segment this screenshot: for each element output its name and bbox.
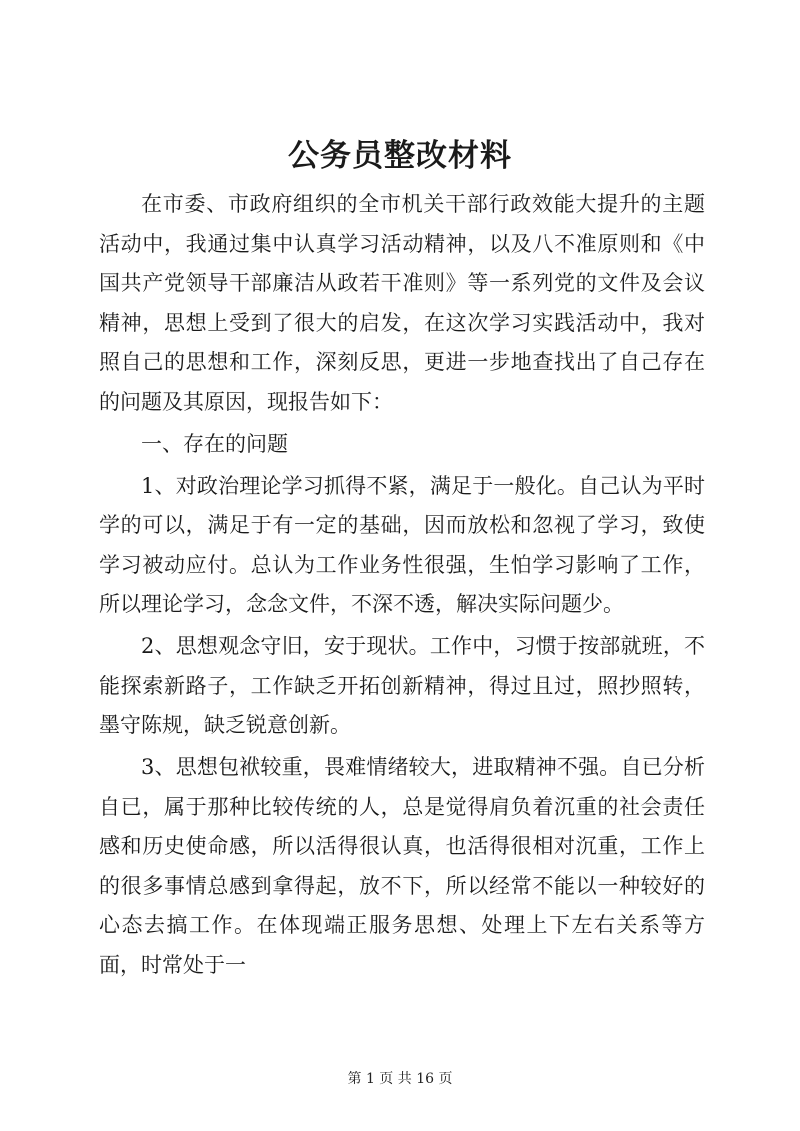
issue-paragraph-3: 3、思想包袱较重，畏难情绪较大，进取精神不强。自已分析自已，属于那种比较传统的人，总是觉得肩负着沉重的社会责任感和历史使命感，所以活得很认真，也活得很相对沉重，工作上的很多事情总感到拿得起，放不下，所以经常不能以一种较好的心态去搞工作。在体现端正服务思想、处理上下左右关系等方面，时常处于一	[99, 755, 705, 977]
page-footer: 第 1 页 共 16 页	[347, 1071, 453, 1087]
issue-paragraph-2: 2、思想观念守旧，安于现状。工作中，习惯于按部就班，不能探索新路子，工作缺乏开拓创新精神，得过且过，照抄照转，墨守陈规，缺乏锐意创新。	[99, 634, 705, 737]
intro-paragraph: 在市委、市政府组织的全市机关干部行政效能大提升的主题活动中，我通过集中认真学习活动精神，以及八不准原则和《中国共产党领导干部廉洁从政若干准则》等一系列党的文件及会议精神，思想上受到了很大的启发，在这次学习实践活动中，我对照自己的思想和工作，深刻反思，更进一步地查找出了自己存在的问题及其原因，现报告如下：	[99, 192, 705, 414]
document-title: 公务员整改材料	[288, 138, 512, 174]
document-body	[99, 185, 705, 985]
section-heading: 一、存在的问题	[141, 431, 288, 456]
issue-paragraph-1: 1、对政治理论学习抓得不紧，满足于一般化。自己认为平时学的可以，满足于有一定的基础，因而放松和忽视了学习，致使学习被动应付。总认为工作业务性很强，生怕学习影响了工作，所以理论学习，念念文件，不深不透，解决实际问题少。	[99, 473, 705, 616]
